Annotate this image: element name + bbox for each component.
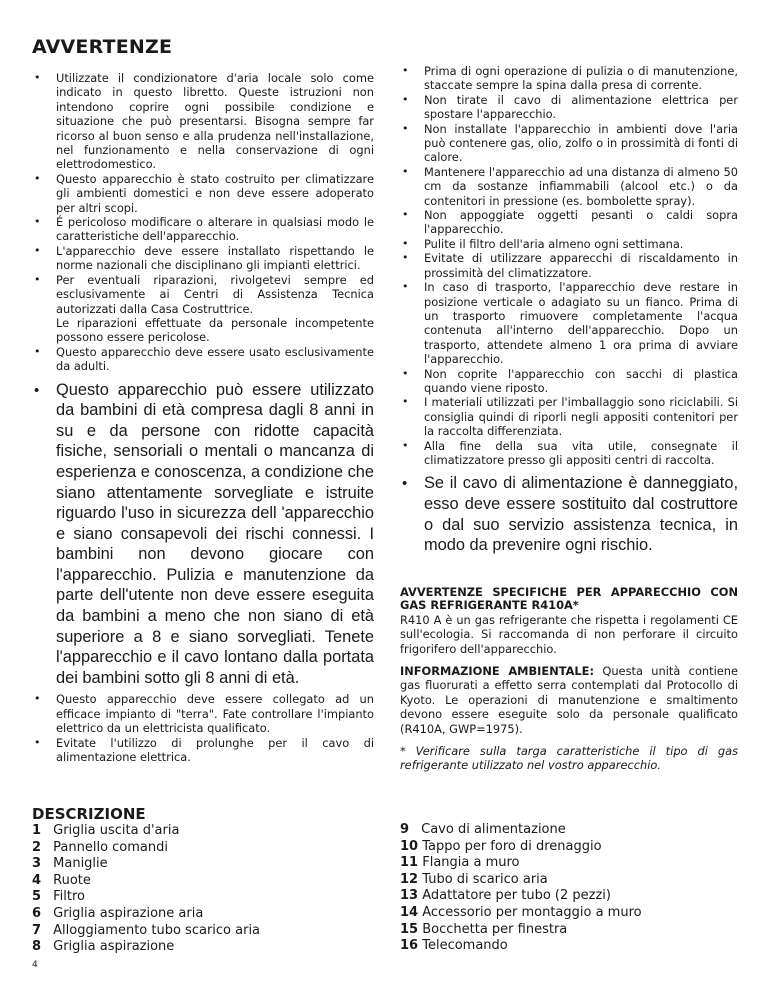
gas-footnote: * Verificare sulla targa caratteristiche il tipo di gas refrigerante utilizzato nel vostro apparecchio. — [400, 744, 738, 773]
part-number: 15 — [400, 921, 419, 937]
part-row — [400, 822, 740, 839]
part-label: Accessorio per montaggio a muro — [422, 904, 642, 920]
environmental-info — [400, 664, 738, 736]
warning-item: • Utilizzate il condizionatore d'aria locale solo come indicato in questo libretto. Queste istruzioni non intendono coprire ogni possibile condizione e situazione che può presentarsi. Bisogna sempre far ricorso al buon senso e alla prudenza nell'installazione, nel funzionamento e nella conservazione di ogni elettrodomestico. — [32, 71, 374, 172]
part-row — [400, 938, 740, 955]
environmental-info-text: Questa unità contiene gas fluorurati a effetto serra contemplati dal Protocollo di Kyoto. Le operazioni di manutenzione e smaltimento devono essere eseguite solo da personale qualificato (R410A, GWP=1975). — [400, 663, 739, 736]
part-row — [32, 889, 372, 906]
warning-item — [32, 273, 374, 345]
part-row — [400, 855, 740, 872]
part-number: 14 — [400, 904, 419, 920]
part-label: Bocchetta per finestra — [422, 921, 568, 937]
part-number: 2 — [32, 839, 42, 855]
part-number: 10 — [400, 838, 419, 854]
warning-item-children: • Questo apparecchio può essere utilizzato da bambini di età compresa dagli 8 anni in su e da persone con ridotte capacità fisiche, sensoriali o mentali o mancanza di esperienza e conoscenza, a condizione che siano attentamente sorvegliate e istruite riguardo l'uso in sicurezza dell 'apparecchio e siano consapevoli dei rischi connessi. I bambini non devono giocare con l'apparecchio. Pulizia e manutenzione da parte dell'utente non deve essere eseguita da bambini a meno che non siano di età superiore a 8 e siano sorvegliati. Tenete l'apparecchio e il cavo lontano dalla portata dei bambini sotto gli 8 anni di età. — [32, 380, 374, 689]
warning-item: • Questo apparecchio deve essere usato esclusivamente da adulti. — [32, 345, 374, 374]
part-number: 6 — [32, 905, 42, 921]
environmental-info-label: INFORMAZIONE AMBIENTALE: — [400, 663, 595, 678]
part-number: 12 — [400, 871, 419, 887]
part-number: 7 — [32, 922, 42, 938]
part-row — [32, 939, 372, 956]
part-row — [32, 873, 372, 890]
part-number: 1 — [32, 823, 42, 838]
part-row — [400, 872, 740, 889]
warning-item: • Non installate l'apparecchio in ambienti dove l'aria può contenere gas, olio, zolfo o in prossimità di fonti di calore. — [400, 122, 738, 165]
warning-item: • É pericoloso modificare o alterare in qualsiasi modo le caratteristiche dell'apparecchio. — [32, 215, 374, 244]
part-row — [400, 839, 740, 856]
part-row — [400, 905, 740, 922]
part-number: 8 — [32, 939, 42, 955]
warning-item: • Prima di ogni operazione di pulizia o di manutenzione, staccate sempre la spina dalla presa di corrente. — [400, 64, 738, 93]
part-label: Alloggiamento tubo scarico aria — [53, 922, 261, 938]
warnings-title: AVVERTENZE — [32, 36, 173, 58]
description-title: DESCRIZIONE — [32, 805, 146, 823]
part-label: Maniglie — [53, 856, 108, 872]
warning-item-extra: Le riparazioni effettuate da personale incompetente possono essere pericolose. — [56, 315, 374, 345]
warning-item-power-cable: • Se il cavo di alimentazione è danneggiato, esso deve essere sostituito dal costruttore o dal suo servizio assistenza tecnica, in modo da prevenire ogni rischio. — [400, 473, 738, 555]
part-label: Griglia aspirazione — [53, 939, 175, 955]
warning-item: • Questo apparecchio deve essere collegato ad un efficace impianto di "terra". Fate controllare l'impianto elettrico da un elettricista qualificato. — [32, 692, 374, 735]
part-row — [32, 906, 372, 923]
part-label: Pannello comandi — [53, 839, 168, 855]
part-row — [32, 840, 372, 857]
part-label: Filtro — [53, 889, 86, 905]
warning-item: • Evitate l'utilizzo di prolunghe per il cavo di alimentazione elettrica. — [32, 736, 374, 765]
part-row — [32, 823, 372, 840]
part-label: Griglia uscita d'aria — [53, 823, 180, 838]
warning-item: • I materiali utilizzati per l'imballaggio sono riciclabili. Si consiglia quindi di riporli negli appositi contenitori per la raccolta differenziata. — [400, 395, 738, 438]
description-section-right — [400, 822, 740, 955]
warnings-left-column — [32, 36, 374, 764]
warning-item: • In caso di trasporto, l'apparecchio deve restare in posizione verticale o adagiato su un fianco. Prima di un trasporto rimuovere completamente l'acqua contenuta all'interno dell'apparecchio. Dopo un trasporto, attendete almeno 1 ora prima di avviare l'apparecchio. — [400, 280, 738, 366]
warnings-list-left — [32, 71, 374, 764]
page-number: 4 — [32, 960, 38, 970]
part-number: 4 — [32, 872, 42, 888]
warning-item: • Evitate di utilizzare apparecchi di riscaldamento in prossimità del climatizzatore. — [400, 251, 738, 280]
description-section — [32, 805, 372, 956]
warning-item: • Pulite il filtro dell'aria almeno ogni settimana. — [400, 237, 738, 251]
gas-warning-body: R410 A è un gas refrigerante che rispetta i regolamenti CE sull'ecologia. Si raccomanda di non perforare il circuito frigorifero dell'apparecchio. — [400, 612, 738, 656]
warning-item: • Alla fine della sua vita utile, consegnate il climatizzatore presso gli appositi centri di raccolta. — [400, 439, 738, 468]
part-label: Ruote — [53, 872, 91, 888]
part-row — [400, 922, 740, 939]
warning-item: • Non tirate il cavo di alimentazione elettrica per spostare l'apparecchio. — [400, 93, 738, 122]
part-number: 13 — [400, 888, 419, 904]
part-number: 11 — [400, 855, 419, 871]
part-number: 9 — [400, 822, 410, 837]
part-label: Adattatore per tubo (2 pezzi) — [422, 888, 611, 904]
warning-item: • Questo apparecchio è stato costruito per climatizzare gli ambienti domestici e non deve essere adoperato per altri scopi. — [32, 172, 374, 215]
warning-item: • Mantenere l'apparecchio ad una distanza di almeno 50 cm da sostanze infiammabili (alcool etc.) o da contenitori in pressione (es. bombolette spray). — [400, 165, 738, 208]
part-label: Cavo di alimentazione — [421, 822, 566, 837]
warning-item: • L'apparecchio deve essere installato rispettando le norme nazionali che disciplinano gli impianti elettrici. — [32, 244, 374, 273]
warning-item: • Non appoggiate oggetti pesanti o caldi sopra l'apparecchio. — [400, 208, 738, 237]
part-label: Tappo per foro di drenaggio — [422, 838, 602, 854]
part-row — [400, 888, 740, 905]
part-label: Flangia a muro — [422, 855, 520, 871]
part-number: 16 — [400, 938, 419, 954]
part-row — [32, 923, 372, 940]
part-row — [32, 856, 372, 873]
part-number: 3 — [32, 856, 42, 872]
part-label: Tubo di scarico aria — [422, 871, 548, 887]
gas-warning-heading: AVVERTENZE SPECIFICHE PER APPARECCHIO CON GAS REFRIGERANTE R410A* — [400, 584, 738, 613]
warnings-right-column — [400, 64, 738, 773]
part-label: Griglia aspirazione aria — [53, 905, 204, 921]
part-number: 5 — [32, 889, 42, 905]
warning-item: • Non coprite l'apparecchio con sacchi di plastica quando viene riposto. — [400, 367, 738, 396]
part-label: Telecomando — [422, 938, 508, 954]
warning-item-text: • Per eventuali riparazioni, rivolgetevi sempre ed esclusivamente ai Centri di Assistenza Tecnica autorizzati dalla Casa Costruttrice. — [56, 272, 374, 316]
warnings-list-right — [400, 64, 738, 556]
